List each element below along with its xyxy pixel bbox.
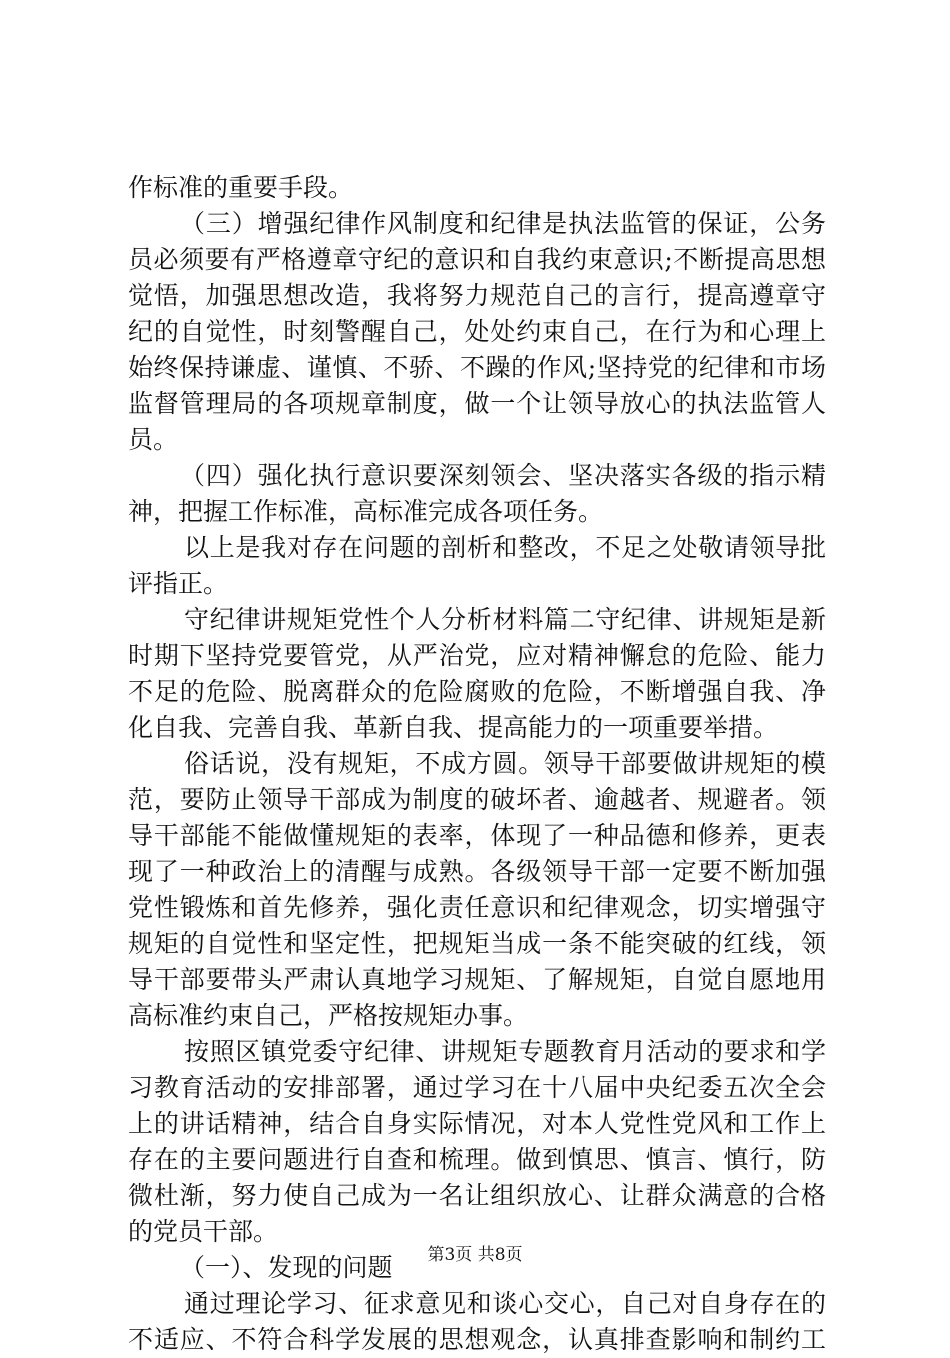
text-line: 纪的自觉性，时刻警醒自己，处处约束自己，在行为和心理上: [128, 317, 826, 346]
text-line: 守纪律讲规矩党性个人分析材料篇二守纪律、讲规矩是新: [184, 605, 826, 634]
text-line: 始终保持谦虚、谨慎、不骄、不躁的作风;坚持党的纪律和市场: [128, 353, 826, 382]
text-line: 现了一种政治上的清醒与成熟。各级领导干部一定要不断加强: [128, 857, 826, 886]
text-line: 导干部能不能做懂规矩的表率，体现了一种品德和修养，更表: [128, 821, 826, 850]
text-line: （四）强化执行意识要深刻领会、坚决落实各级的指示精: [180, 461, 826, 490]
text-line: 党性锻炼和首先修养，强化责任意识和纪律观念，切实增强守: [128, 893, 826, 922]
text-line: 不适应、不符合科学发展的思想观念，认真排查影响和制约工: [128, 1325, 826, 1354]
text-line: 范，要防止领导干部成为制度的破坏者、逾越者、规避者。领: [128, 785, 826, 814]
text-line: 微杜渐，努力使自己成为一名让组织放心、让群众满意的合格: [128, 1181, 826, 1210]
text-line: 评指正。: [128, 569, 229, 598]
text-line: 习教育活动的安排部署，通过学习在十八届中央纪委五次全会: [128, 1073, 826, 1102]
document-body: [128, 170, 826, 1358]
text-line: 化自我、完善自我、革新自我、提高能力的一项重要举措。: [128, 713, 779, 742]
text-line: 按照区镇党委守纪律、讲规矩专题教育月活动的要求和学: [184, 1037, 826, 1066]
text-line: 高标准约束自己，严格按规矩办事。: [128, 1001, 529, 1030]
text-line: 俗话说，没有规矩，不成方圆。领导干部要做讲规矩的模: [184, 749, 826, 778]
text-line: 的党员干部。: [128, 1217, 279, 1246]
text-line: 作标准的重要手段。: [128, 173, 354, 202]
text-line: 以上是我对存在问题的剖析和整改，不足之处敬请领导批: [184, 533, 826, 562]
text-line: 存在的主要问题进行自查和梳理。做到慎思、慎言、慎行，防: [128, 1145, 826, 1174]
page-number-footer: 第3页 共8页: [427, 1245, 523, 1265]
text-line: 上的讲话精神，结合自身实际情况，对本人党性党风和工作上: [128, 1109, 826, 1138]
section-heading: （一）、发现的问题: [180, 1253, 393, 1282]
text-line: 不足的危险、脱离群众的危险腐败的危险，不断增强自我、净: [128, 677, 826, 706]
text-line: 规矩的自觉性和坚定性，把规矩当成一条不能突破的红线，领: [128, 929, 826, 958]
text-line: 导干部要带头严肃认真地学习规矩、了解规矩，自觉自愿地用: [128, 965, 826, 994]
text-line: 时期下坚持党要管党，从严治党，应对精神懈怠的危险、能力: [128, 641, 826, 670]
text-line: 监督管理局的各项规章制度，做一个让领导放心的执法监管人: [128, 389, 826, 418]
text-line: （三）增强纪律作风制度和纪律是执法监管的保证，公务: [180, 209, 826, 238]
text-line: 觉悟，加强思想改造，我将努力规范自己的言行，提高遵章守: [128, 281, 826, 310]
text-line: 员。: [128, 425, 179, 454]
text-line: 员必须要有严格遵章守纪的意识和自我约束意识;不断提高思想: [128, 245, 826, 274]
text-line: 神，把握工作标准，高标准完成各项任务。: [128, 497, 604, 526]
text-line: 通过理论学习、征求意见和谈心交心，自己对自身存在的: [184, 1289, 826, 1318]
